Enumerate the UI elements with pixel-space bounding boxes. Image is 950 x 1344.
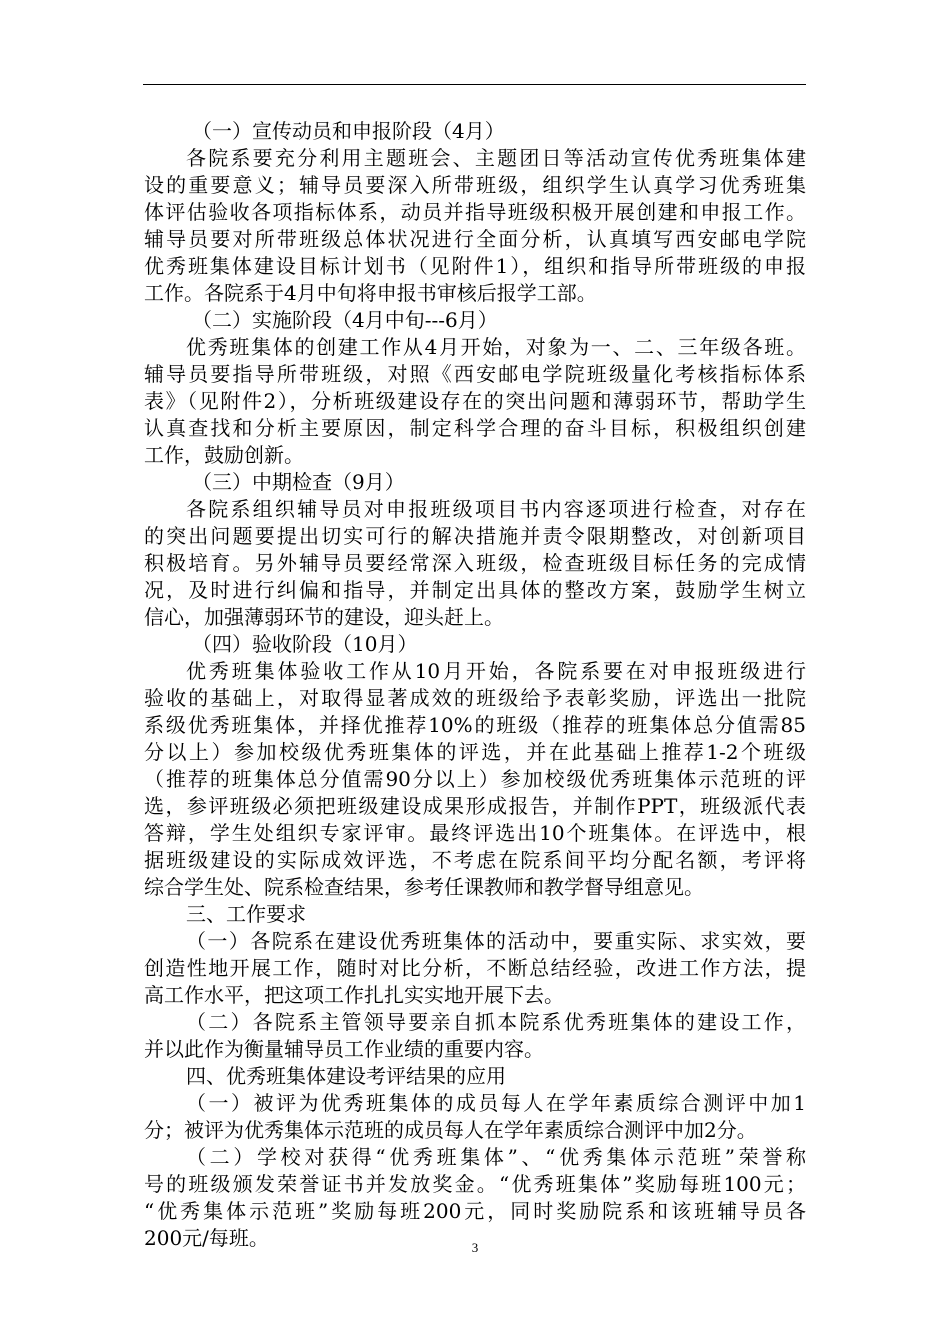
text-line: （二）各院系主管领导要亲自抓本院系优秀班集体的建设工作，: [186, 1010, 806, 1034]
text-line: 验收的基础上，对取得显著成效的班级给予表彰奖励，评选出一批院: [144, 686, 806, 710]
text-line: 体评估验收各项指标体系，动员并指导班级积极开展创建和申报工作。: [144, 200, 806, 224]
text-line: 分以上）参加校级优秀班集体的评选，并在此基础上推荐1-2个班级: [144, 740, 806, 764]
text-line: （一）宣传动员和申报阶段（4月）: [192, 119, 505, 143]
text-line: 工作。各院系于4月中旬将申报书审核后报学工部。: [144, 281, 597, 305]
text-line: 答辩，学生处组织专家评审。最终评选出10个班集体。在评选中，根: [144, 821, 806, 845]
text-line: 四、优秀班集体建设考评结果的应用: [186, 1064, 506, 1088]
text-line: （三）中期检查（9月）: [192, 470, 405, 494]
text-line: 表》（见附件2），分析班级建设存在的突出问题和薄弱环节，帮助学生: [144, 389, 806, 413]
text-line: 选，参评班级必须把班级建设成果形成报告，并制作PPT，班级派代表: [144, 794, 806, 818]
text-line: 据班级建设的实际成效评选，不考虑在院系间平均分配名额，考评将: [144, 848, 806, 872]
text-line: 的突出问题要提出切实可行的解决措施并责令限期整改，对创新项目: [144, 524, 806, 548]
text-line: 信心，加强薄弱环节的建设，迎头赶上。: [144, 605, 504, 629]
text-line: 工作，鼓励创新。: [144, 443, 304, 467]
text-line: 认真查找和分析主要原因，制定科学合理的奋斗目标，积极组织创建: [144, 416, 806, 440]
text-line: 分；被评为优秀集体示范班的成员每人在学年素质综合测评中加2分。: [144, 1118, 757, 1142]
text-line: 综合学生处、院系检查结果，参考任课教师和教学督导组意见。: [144, 875, 704, 899]
text-line: 积极培育。另外辅导员要经常深入班级，检查班级目标任务的完成情: [144, 551, 806, 575]
text-line: 三、工作要求: [186, 902, 306, 926]
page-number: 3: [471, 1240, 479, 1255]
text-line: 辅导员要对所带班级总体状况进行全面分析，认真填写西安邮电学院: [144, 227, 806, 251]
header-rule: [143, 84, 806, 85]
text-line: 号的班级颁发荣誉证书并发放奖金。“优秀班集体”奖励每班100元；: [144, 1172, 806, 1196]
text-line: 辅导员要指导所带班级，对照《西安邮电学院班级量化考核指标体系: [144, 362, 806, 386]
text-line: （二）实施阶段（4月中旬---6月）: [192, 308, 498, 332]
text-line: （推荐的班集体总分值需90分以上）参加校级优秀班集体示范班的评: [144, 767, 806, 791]
text-line: 优秀班集体建设目标计划书（见附件1），组织和指导所带班级的申报: [144, 254, 806, 278]
text-line: （二）学校对获得“优秀班集体”、“优秀集体示范班”荣誉称: [186, 1145, 806, 1169]
text-line: 系级优秀班集体，并择优推荐10%的班级（推荐的班集体总分值需85: [144, 713, 806, 737]
text-line: 况，及时进行纠偏和指导，并制定出具体的整改方案，鼓励学生树立: [144, 578, 806, 602]
text-line: 高工作水平，把这项工作扎扎实实地开展下去。: [144, 983, 564, 1007]
text-line: 优秀班集体验收工作从10月开始，各院系要在对申报班级进行: [186, 659, 806, 683]
text-line: 并以此作为衡量辅导员工作业绩的重要内容。: [144, 1037, 544, 1061]
text-line: 200元/每班。: [144, 1226, 269, 1250]
text-line: 创造性地开展工作，随时对比分析，不断总结经验，改进工作方法，提: [144, 956, 806, 980]
text-line: （一）各院系在建设优秀班集体的活动中，要重实际、求实效，要: [186, 929, 806, 953]
text-line: 优秀班集体的创建工作从4月开始，对象为一、二、三年级各班。: [186, 335, 806, 359]
text-line: 各院系要充分利用主题班会、主题团日等活动宣传优秀班集体建: [186, 146, 806, 170]
text-line: （一）被评为优秀班集体的成员每人在学年素质综合测评中加1: [186, 1091, 806, 1115]
body-text: [144, 118, 806, 1252]
text-line: “优秀集体示范班”奖励每班200元，同时奖励院系和该班辅导员各: [144, 1199, 806, 1223]
text-line: 设的重要意义；辅导员要深入所带班级，组织学生认真学习优秀班集: [144, 173, 806, 197]
text-line: （四）验收阶段（10月）: [192, 632, 418, 656]
text-line: 各院系组织辅导员对申报班级项目书内容逐项进行检查，对存在: [186, 497, 806, 521]
